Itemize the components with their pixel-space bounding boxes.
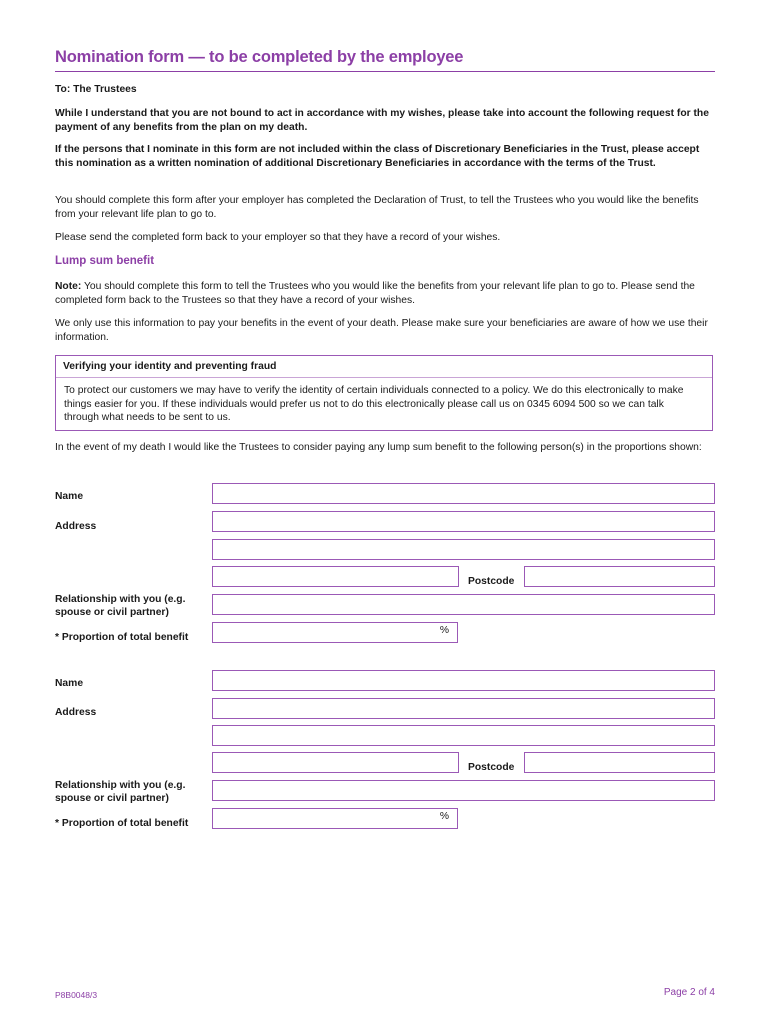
- proportion-label: * Proportion of total benefit: [55, 632, 189, 643]
- percent-sign: %: [439, 811, 449, 822]
- address-line-2-field[interactable]: [212, 539, 715, 560]
- address-line-1-field[interactable]: [212, 511, 715, 532]
- proportions-paragraph: In the event of my death I would like the Trustees to consider paying any lump sum benefit to the following person(s) in the proportions shown:: [55, 442, 702, 453]
- name-field[interactable]: [212, 670, 715, 691]
- fraud-notice-box: [55, 355, 713, 431]
- postcode-field[interactable]: [524, 752, 715, 773]
- proportion-field[interactable]: [212, 808, 458, 829]
- fraud-notice-heading: Verifying your identity and preventing fraud: [56, 356, 712, 378]
- relationship-field[interactable]: [212, 780, 715, 801]
- relationship-label: Relationship with you (e.g. spouse or civil partner): [55, 780, 186, 804]
- intro-paragraph-2: If the persons that I nominate in this form are not included within the class of Discretionary Beneficiaries in the Trust, please accept this nomination as a written nomination of additional Discretionary Beneficiaries in accordance with the terms of the Trust.: [55, 144, 700, 169]
- note-text: You should complete this form to tell the Trustees who you would like the benefits from your relevant life plan to go to. Please send the completed form back to the Trustees so that they have a record of your wishes.: [55, 281, 695, 306]
- document-reference-code: P8B0048/3: [55, 990, 98, 1000]
- lump-sum-heading: Lump sum benefit: [55, 255, 155, 267]
- address-line-1-field[interactable]: [212, 698, 715, 719]
- address-line-3-field[interactable]: [212, 566, 459, 587]
- address-line-3-field[interactable]: [212, 752, 459, 773]
- name-label: Name: [55, 491, 84, 502]
- name-field[interactable]: [212, 483, 715, 504]
- intro-paragraph-4: Please send the completed form back to your employer so that they have a record of your wishes.: [55, 232, 501, 243]
- name-label: Name: [55, 678, 84, 689]
- proportion-field[interactable]: [212, 622, 458, 643]
- postcode-label: Postcode: [468, 762, 515, 773]
- proportion-label: * Proportion of total benefit: [55, 818, 189, 829]
- address-label: Address: [55, 521, 97, 532]
- postcode-field[interactable]: [524, 566, 715, 587]
- note-label: Note:: [55, 281, 82, 292]
- address-label: Address: [55, 707, 97, 718]
- page-number: Page 2 of 4: [663, 987, 715, 998]
- title-divider: [55, 71, 715, 72]
- postcode-label: Postcode: [468, 576, 515, 587]
- relationship-field[interactable]: [212, 594, 715, 615]
- percent-sign: %: [439, 625, 449, 636]
- recipient-line: To: The Trustees: [55, 84, 137, 95]
- intro-paragraph-3: You should complete this form after your employer has completed the Declaration of Trust, to tell the Trustees who you would like the benefits from your relevant life plan to go to.: [55, 195, 699, 220]
- lump-sum-note: [55, 280, 715, 308]
- fraud-notice-text: To protect our customers we may have to verify the identity of certain individuals connected to a policy. We do this electronically to make things easier for you. If these individuals would prefer us not to do this electronically please call us on 0345 6094 500 so we can talk through what needs to be sent to us.: [64, 385, 684, 423]
- page-title: Nomination form — to be completed by the employee: [55, 48, 464, 66]
- relationship-label: Relationship with you (e.g. spouse or civil partner): [55, 594, 186, 618]
- information-usage-paragraph: We only use this information to pay your benefits in the event of your death. Please make sure your beneficiaries are aware of how we use their information.: [55, 318, 708, 343]
- intro-paragraph-1: While I understand that you are not bound to act in accordance with my wishes, please take into account the following request for the payment of any benefits from the plan on my death.: [55, 108, 709, 133]
- address-line-2-field[interactable]: [212, 725, 715, 746]
